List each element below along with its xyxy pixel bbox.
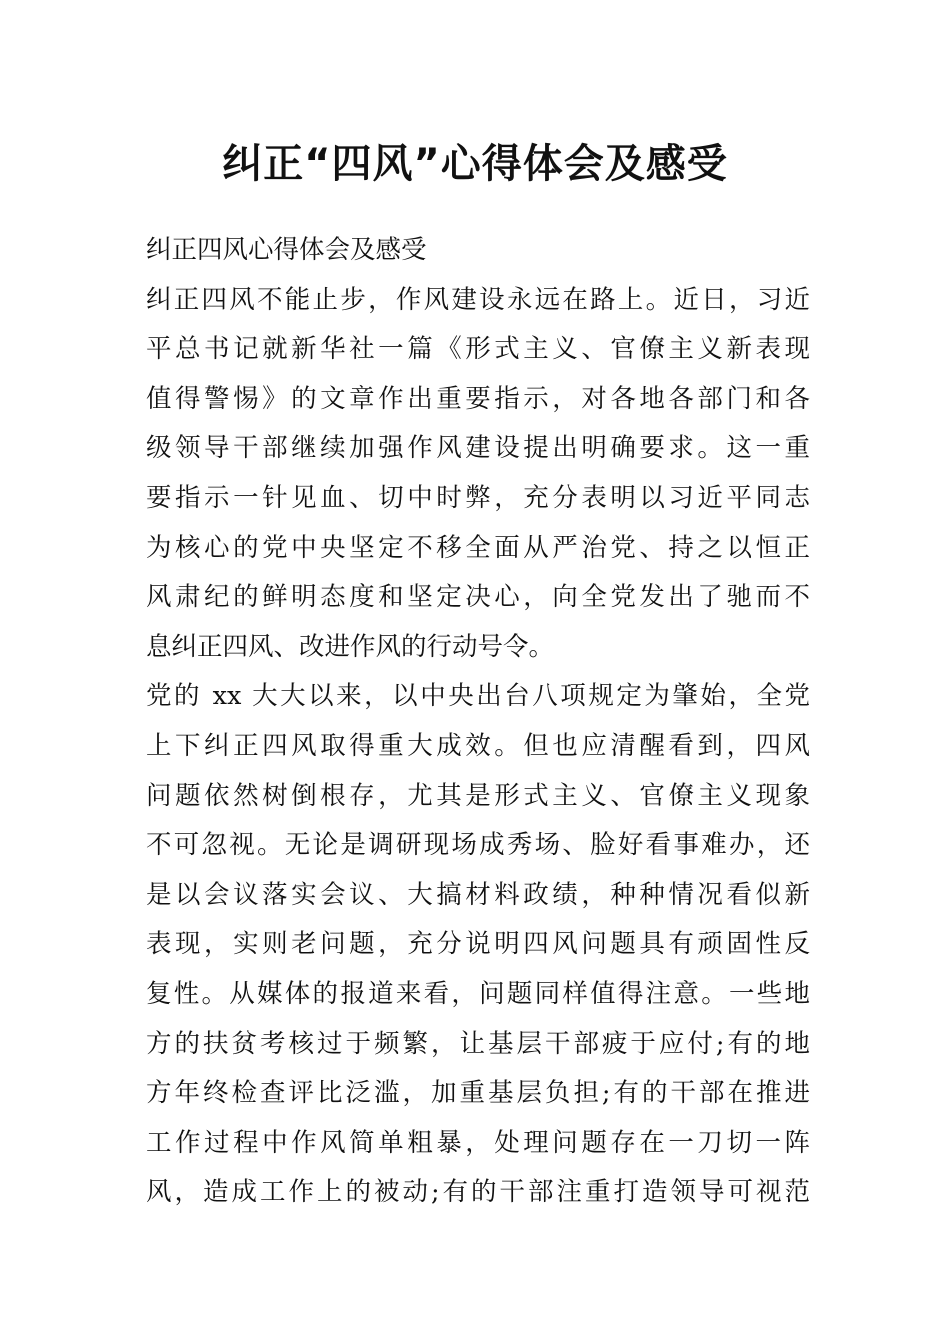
paragraph-line: 上下纠正四风取得重大成效。但也应清醒看到，四风	[146, 730, 810, 761]
paragraph-line: 复性。从媒体的报道来看，问题同样值得注意。一些地	[146, 978, 810, 1009]
paragraph-line: 是以会议落实会议、大搞材料政绩，种种情况看似新	[146, 879, 810, 910]
subtitle-line: 纠正四风心得体会及感受	[146, 235, 427, 265]
paragraph-line: 平总书记就新华社一篇《形式主义、官僚主义新表现	[146, 334, 810, 365]
document-body	[146, 226, 810, 1218]
paragraph-line: 级领导干部继续加强作风建设提出明确要求。这一重	[146, 433, 810, 464]
paragraph-line: 息纠正四风、改进作风的行动号令。	[146, 631, 555, 662]
paragraph-line: 值得警惕》的文章作出重要指示，对各地各部门和各	[146, 383, 810, 414]
paragraph-line: 党的 xx 大大以来，以中央出台八项规定为肇始，全党	[146, 681, 810, 712]
paragraph-line: 要指示一针见血、切中时弊，充分表明以习近平同志	[146, 482, 810, 513]
paragraph-line: 问题依然树倒根存，尤其是形式主义、官僚主义现象	[146, 780, 810, 811]
paragraph-line: 工作过程中作风简单粗暴，处理问题存在一刀切一阵	[146, 1127, 810, 1158]
paragraph-line: 纠正四风不能止步，作风建设永远在路上。近日，习近	[146, 284, 810, 315]
paragraph-line: 风，造成工作上的被动;有的干部注重打造领导可视范	[146, 1177, 810, 1208]
paragraph-line: 方的扶贫考核过于频繁，让基层干部疲于应付;有的地	[146, 1028, 810, 1059]
paragraph-line: 不可忽视。无论是调研现场成秀场、脸好看事难办，还	[146, 830, 810, 861]
paragraph-line: 风肃纪的鲜明态度和坚定决心，向全党发出了驰而不	[146, 582, 810, 613]
paragraph-line: 为核心的党中央坚定不移全面从严治党、持之以恒正	[146, 532, 810, 563]
document-title: 纠正“四风”心得体会及感受	[222, 141, 728, 187]
paragraph-line: 表现，实则老问题，充分说明四风问题具有顽固性反	[146, 929, 810, 960]
paragraph-line: 方年终检查评比泛滥，加重基层负担;有的干部在推进	[146, 1078, 810, 1109]
